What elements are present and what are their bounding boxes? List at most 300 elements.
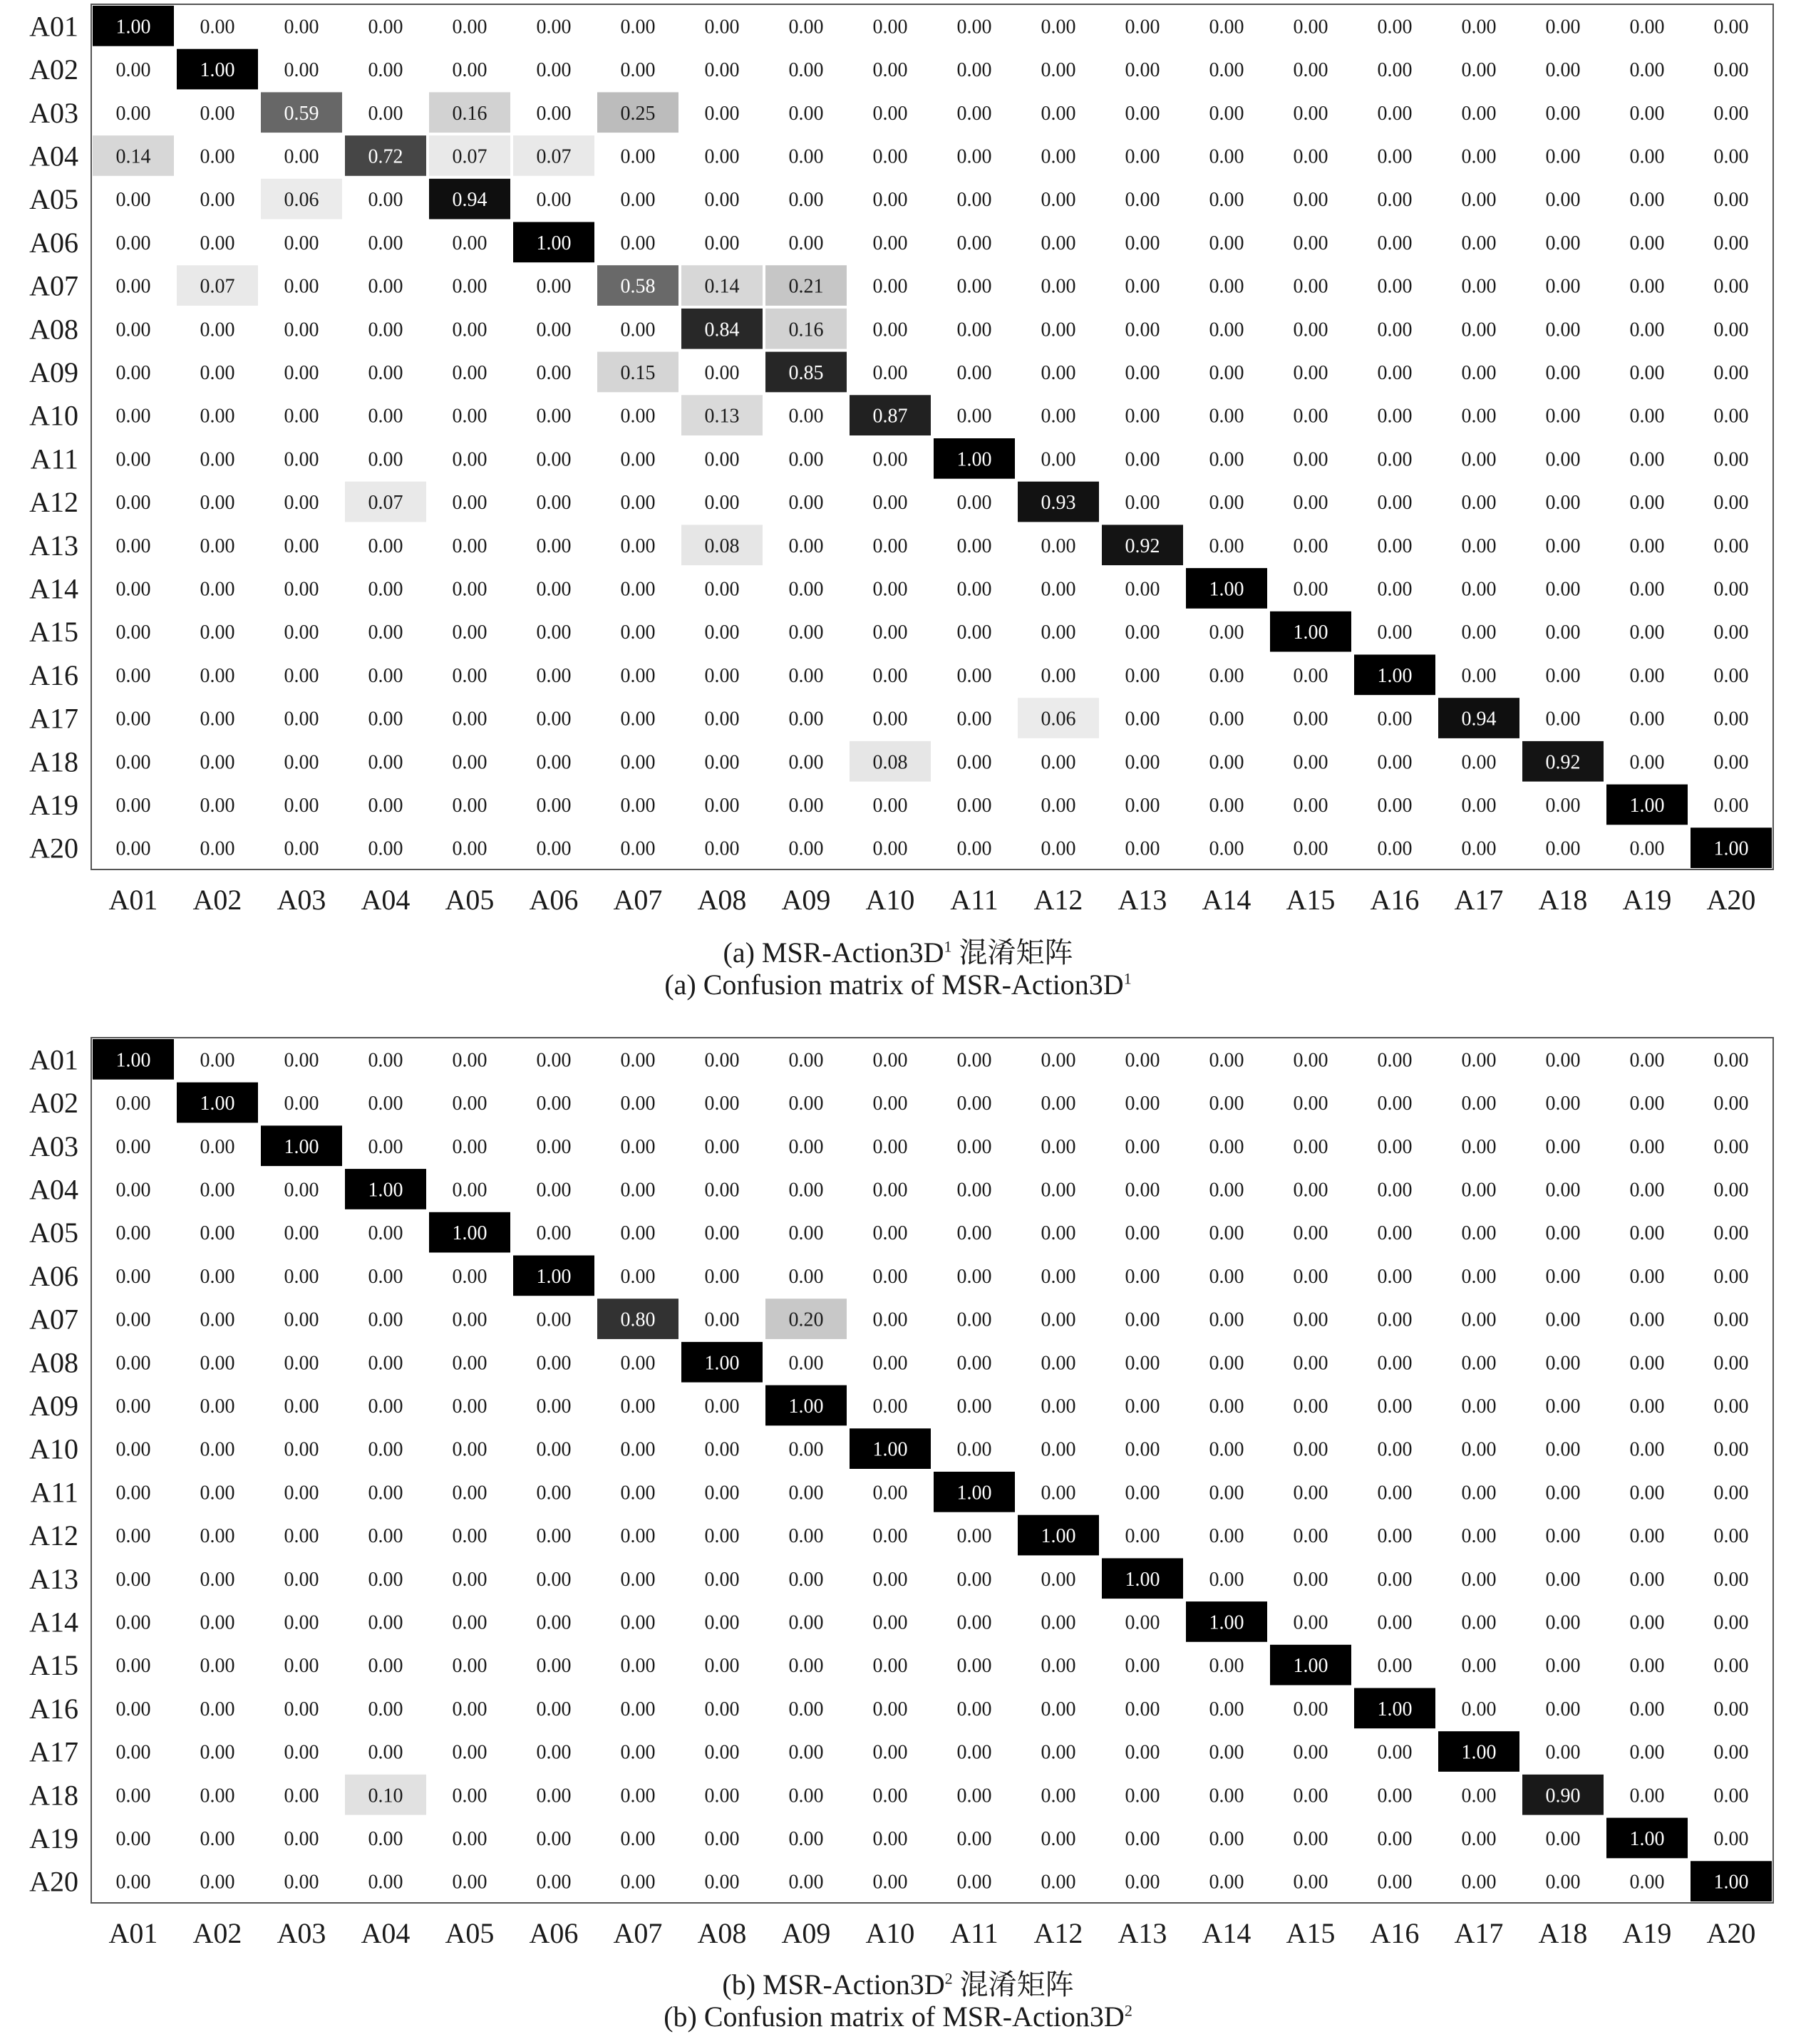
cell-value-label: 0.00 bbox=[788, 621, 824, 644]
cell-value-label: 0.00 bbox=[872, 448, 908, 471]
cell-value-label: 0.00 bbox=[536, 275, 572, 298]
cell-value-label: 0.00 bbox=[284, 145, 319, 168]
cell-value-label: 0.00 bbox=[788, 492, 824, 515]
cell-value-label: 0.00 bbox=[1209, 275, 1244, 298]
cell-value-label: 0.00 bbox=[536, 794, 572, 817]
cell-value-label: 0.00 bbox=[536, 1871, 572, 1894]
cell-value-label: 0.00 bbox=[1125, 1525, 1160, 1548]
cell-value-label: 0.00 bbox=[1377, 578, 1413, 601]
cell-value-label: 0.00 bbox=[1545, 794, 1581, 817]
cell-value-label: 0.00 bbox=[956, 837, 992, 860]
cell-value-label: 0.00 bbox=[200, 1222, 235, 1245]
cell-value-label: 1.00 bbox=[536, 232, 572, 254]
cell-value-label: 0.00 bbox=[1461, 1395, 1497, 1418]
cell-value-label: 0.00 bbox=[115, 1611, 151, 1634]
cell-value-label: 0.00 bbox=[1461, 319, 1497, 341]
cell-value-label: 0.00 bbox=[1041, 1827, 1076, 1850]
cell-value-label: 0.00 bbox=[1041, 319, 1076, 341]
column-tick-label: A07 bbox=[613, 884, 663, 916]
cell-value-label: 0.00 bbox=[704, 102, 740, 125]
cell-value-label: 0.00 bbox=[704, 1179, 740, 1202]
cell-value-label: 0.00 bbox=[1041, 1179, 1076, 1202]
cell-value-label: 0.00 bbox=[1209, 232, 1244, 254]
cell-value-label: 0.00 bbox=[1125, 578, 1160, 601]
cell-value-label: 0.00 bbox=[1545, 1438, 1581, 1461]
cell-value-label: 0.00 bbox=[200, 361, 235, 384]
cell-value-label: 0.00 bbox=[1713, 1135, 1749, 1158]
cell-value-label: 0.00 bbox=[1041, 1265, 1076, 1288]
cell-value-label: 0.00 bbox=[1629, 1049, 1665, 1072]
cell-value-label: 0.00 bbox=[956, 145, 992, 168]
column-tick-label: A04 bbox=[361, 1917, 411, 1949]
cell-value-label: 0.00 bbox=[1713, 1093, 1749, 1115]
cell-value-label: 0.00 bbox=[452, 1482, 487, 1504]
cell-value-label: 0.00 bbox=[368, 708, 403, 731]
cell-value-label: 0.00 bbox=[1041, 1049, 1076, 1072]
cell-value-label: 0.00 bbox=[115, 319, 151, 341]
cell-value-label: 0.00 bbox=[1125, 664, 1160, 687]
row-tick-label: A13 bbox=[29, 529, 78, 562]
cell-value-label: 0.00 bbox=[704, 1827, 740, 1850]
cell-value-label: 0.00 bbox=[1377, 1568, 1413, 1591]
cell-value-label: 0.00 bbox=[620, 1135, 656, 1158]
cell-value-label: 0.00 bbox=[704, 16, 740, 38]
cell-value-label: 0.00 bbox=[1629, 837, 1665, 860]
cell-value-label: 0.00 bbox=[200, 1568, 235, 1591]
cell-value-label: 0.00 bbox=[872, 578, 908, 601]
cell-value-label: 0.00 bbox=[1041, 102, 1076, 125]
cell-value-label: 0.00 bbox=[452, 621, 487, 644]
cell-value-label: 0.00 bbox=[200, 664, 235, 687]
cell-value-label: 0.00 bbox=[1545, 578, 1581, 601]
cell-value-label: 0.87 bbox=[872, 405, 908, 428]
cell-value-label: 0.00 bbox=[200, 1482, 235, 1504]
cell-value-label: 0.00 bbox=[284, 275, 319, 298]
cell-value-label: 0.00 bbox=[115, 1179, 151, 1202]
cell-value-label: 0.00 bbox=[1713, 794, 1749, 817]
column-tick-label: A07 bbox=[613, 1917, 663, 1949]
cell-value-label: 0.00 bbox=[1461, 1827, 1497, 1850]
cell-value-label: 0.00 bbox=[115, 102, 151, 125]
cell-value-label: 0.00 bbox=[788, 232, 824, 254]
cell-value-label: 0.00 bbox=[115, 708, 151, 731]
cell-value-label: 0.00 bbox=[1629, 1525, 1665, 1548]
cell-value-label: 0.00 bbox=[1293, 1093, 1328, 1115]
cell-value-label: 0.00 bbox=[872, 1785, 908, 1807]
cell-value-label: 0.00 bbox=[1461, 664, 1497, 687]
cell-value-label: 0.00 bbox=[620, 1093, 656, 1115]
cell-value-label: 0.00 bbox=[1209, 102, 1244, 125]
cell-value-label: 0.00 bbox=[956, 535, 992, 557]
cell-value-label: 0.00 bbox=[1377, 189, 1413, 212]
cell-value-label: 0.00 bbox=[368, 1482, 403, 1504]
row-tick-label: A11 bbox=[30, 1476, 78, 1509]
cell-value-label: 0.00 bbox=[1041, 794, 1076, 817]
cell-value-label: 0.00 bbox=[1461, 492, 1497, 515]
cell-value-label: 0.00 bbox=[872, 1093, 908, 1115]
cell-value-label: 0.25 bbox=[620, 102, 656, 125]
cell-value-label: 0.00 bbox=[1713, 664, 1749, 687]
cell-value-label: 0.00 bbox=[1545, 1093, 1581, 1115]
cell-value-label: 0.00 bbox=[115, 1698, 151, 1720]
cell-value-label: 0.00 bbox=[956, 1438, 992, 1461]
column-tick-label: A20 bbox=[1706, 884, 1756, 916]
cell-value-label: 0.00 bbox=[788, 1655, 824, 1678]
cell-value-label: 0.00 bbox=[1377, 837, 1413, 860]
cell-value-label: 0.00 bbox=[368, 275, 403, 298]
cell-value-label: 0.00 bbox=[1461, 1482, 1497, 1504]
cell-value-label: 0.00 bbox=[536, 535, 572, 557]
cell-value-label: 0.00 bbox=[620, 448, 656, 471]
cell-value-label: 0.00 bbox=[200, 1049, 235, 1072]
cell-value-label: 0.00 bbox=[788, 751, 824, 774]
cell-value-label: 0.00 bbox=[1293, 1179, 1328, 1202]
cell-value-label: 0.00 bbox=[1293, 1309, 1328, 1331]
cell-value-label: 0.00 bbox=[1713, 535, 1749, 557]
row-tick-label: A01 bbox=[29, 10, 78, 43]
cell-value-label: 0.00 bbox=[284, 751, 319, 774]
cell-value-label: 0.00 bbox=[115, 535, 151, 557]
row-tick-label: A10 bbox=[29, 1433, 78, 1465]
column-tick-label: A13 bbox=[1118, 1917, 1167, 1949]
cell-value-label: 0.00 bbox=[200, 794, 235, 817]
row-tick-label: A08 bbox=[29, 1346, 78, 1379]
cell-value-label: 0.00 bbox=[1209, 1352, 1244, 1375]
cell-value-label: 0.00 bbox=[1461, 1568, 1497, 1591]
cell-value-label: 0.00 bbox=[200, 1135, 235, 1158]
cell-value-label: 1.00 bbox=[1629, 1827, 1665, 1850]
cell-value-label: 0.00 bbox=[536, 1611, 572, 1634]
cell-value-label: 0.20 bbox=[788, 1309, 824, 1331]
cell-value-label: 0.00 bbox=[200, 1655, 235, 1678]
cell-value-label: 0.00 bbox=[536, 361, 572, 384]
cell-value-label: 0.00 bbox=[1041, 405, 1076, 428]
cell-value-label: 0.00 bbox=[284, 1827, 319, 1850]
column-tick-label: A18 bbox=[1538, 1917, 1588, 1949]
cell-value-label: 1.00 bbox=[536, 1265, 572, 1288]
cell-value-label: 0.00 bbox=[284, 1352, 319, 1375]
cell-value-label: 0.00 bbox=[1713, 1568, 1749, 1591]
cell-value-label: 0.00 bbox=[1377, 1049, 1413, 1072]
cell-value-label: 0.00 bbox=[115, 189, 151, 212]
cell-value-label: 0.00 bbox=[704, 578, 740, 601]
cell-value-label: 0.00 bbox=[452, 708, 487, 731]
cell-value-label: 0.00 bbox=[1461, 621, 1497, 644]
cell-value-label: 0.00 bbox=[1293, 1438, 1328, 1461]
cell-value-label: 0.00 bbox=[956, 1179, 992, 1202]
cell-value-label: 0.00 bbox=[1461, 1611, 1497, 1634]
cell-value-label: 0.00 bbox=[200, 1395, 235, 1418]
cell-value-label: 1.00 bbox=[115, 16, 151, 38]
cell-value-label: 0.00 bbox=[1545, 621, 1581, 644]
cell-value-label: 0.08 bbox=[704, 535, 740, 557]
cell-value-label: 0.00 bbox=[1545, 1395, 1581, 1418]
cell-value-label: 0.00 bbox=[1461, 1309, 1497, 1331]
cell-value-label: 0.00 bbox=[704, 1785, 740, 1807]
cell-value-label: 0.00 bbox=[704, 794, 740, 817]
cell-value-label: 0.00 bbox=[368, 1135, 403, 1158]
cell-value-label: 0.00 bbox=[620, 232, 656, 254]
cell-value-label: 0.00 bbox=[1713, 448, 1749, 471]
cell-value-label: 0.00 bbox=[284, 232, 319, 254]
cell-value-label: 0.00 bbox=[1293, 232, 1328, 254]
cell-value-label: 0.00 bbox=[1041, 1611, 1076, 1634]
cell-value-label: 0.00 bbox=[1041, 1568, 1076, 1591]
cell-value-label: 0.00 bbox=[1377, 1438, 1413, 1461]
cell-value-label: 0.00 bbox=[1377, 1611, 1413, 1634]
cell-value-label: 0.00 bbox=[1629, 492, 1665, 515]
cell-value-label: 1.00 bbox=[368, 1179, 403, 1202]
cell-value-label: 0.00 bbox=[1713, 1049, 1749, 1072]
cell-value-label: 0.00 bbox=[704, 361, 740, 384]
cell-value-label: 0.84 bbox=[704, 319, 740, 341]
caption-a-chinese-suffix: 混淆矩阵 bbox=[951, 936, 1073, 969]
cell-value-label: 0.00 bbox=[1377, 1222, 1413, 1245]
cell-value-label: 0.00 bbox=[452, 1568, 487, 1591]
cell-value-label: 0.00 bbox=[368, 59, 403, 82]
cell-value-label: 0.00 bbox=[1125, 1655, 1160, 1678]
cell-value-label: 0.00 bbox=[1125, 232, 1160, 254]
cell-value-label: 0.00 bbox=[115, 1438, 151, 1461]
cell-value-label: 0.00 bbox=[1041, 621, 1076, 644]
cell-value-label: 0.00 bbox=[200, 448, 235, 471]
cell-value-label: 0.00 bbox=[788, 1438, 824, 1461]
cell-value-label: 0.00 bbox=[1713, 102, 1749, 125]
cell-value-label: 0.00 bbox=[536, 492, 572, 515]
cell-value-label: 0.00 bbox=[956, 1655, 992, 1678]
row-tick-label: A14 bbox=[29, 572, 78, 605]
cell-value-label: 0.00 bbox=[620, 1179, 656, 1202]
cell-value-label: 0.00 bbox=[956, 492, 992, 515]
caption-a-chinese-sup: 1 bbox=[944, 937, 952, 956]
cell-value-label: 0.00 bbox=[1125, 1785, 1160, 1807]
cell-value-label: 0.94 bbox=[452, 189, 487, 212]
cell-value-label: 0.00 bbox=[788, 405, 824, 428]
cell-value-label: 0.00 bbox=[1293, 1827, 1328, 1850]
cell-value-label: 0.00 bbox=[1377, 59, 1413, 82]
cell-value-label: 0.00 bbox=[1125, 405, 1160, 428]
cell-value-label: 0.00 bbox=[1377, 405, 1413, 428]
cell-value-label: 1.00 bbox=[115, 1049, 151, 1072]
cell-value-label: 0.00 bbox=[872, 232, 908, 254]
cell-value-label: 0.00 bbox=[200, 1611, 235, 1634]
column-tick-label: A08 bbox=[697, 1917, 747, 1949]
cell-value-label: 0.00 bbox=[368, 16, 403, 38]
cell-value-label: 0.00 bbox=[452, 1093, 487, 1115]
cell-value-label: 0.00 bbox=[1629, 102, 1665, 125]
column-tick-label: A02 bbox=[192, 884, 242, 916]
cell-value-label: 0.00 bbox=[1629, 751, 1665, 774]
cell-value-label: 0.00 bbox=[200, 319, 235, 341]
cell-value-label: 0.00 bbox=[1629, 361, 1665, 384]
cell-value-label: 0.00 bbox=[704, 1309, 740, 1331]
cell-value-label: 0.00 bbox=[620, 405, 656, 428]
cell-value-label: 0.00 bbox=[872, 1049, 908, 1072]
row-tick-label: A09 bbox=[29, 356, 78, 388]
cell-value-label: 0.00 bbox=[1041, 145, 1076, 168]
cell-value-label: 0.00 bbox=[115, 1222, 151, 1245]
cell-value-label: 0.10 bbox=[368, 1785, 403, 1807]
cell-value-label: 0.00 bbox=[368, 1827, 403, 1850]
cell-value-label: 0.00 bbox=[115, 492, 151, 515]
cell-value-label: 0.00 bbox=[536, 621, 572, 644]
cell-value-label: 0.00 bbox=[1125, 837, 1160, 860]
cell-value-label: 0.00 bbox=[452, 1525, 487, 1548]
cell-value-label: 0.00 bbox=[1377, 794, 1413, 817]
cell-value-label: 0.00 bbox=[704, 448, 740, 471]
cell-value-label: 0.00 bbox=[115, 232, 151, 254]
cell-value-label: 0.58 bbox=[620, 275, 656, 298]
cell-value-label: 0.00 bbox=[872, 1482, 908, 1504]
cell-value-label: 0.00 bbox=[1125, 1093, 1160, 1115]
column-tick-label: A09 bbox=[781, 884, 831, 916]
cell-value-label: 0.00 bbox=[1209, 1049, 1244, 1072]
cell-value-label: 0.00 bbox=[956, 794, 992, 817]
cell-value-label: 0.00 bbox=[1545, 145, 1581, 168]
cell-value-label: 0.00 bbox=[1545, 664, 1581, 687]
cell-value-label: 0.00 bbox=[1629, 1655, 1665, 1678]
cell-value-label: 0.00 bbox=[1377, 275, 1413, 298]
cell-value-label: 1.00 bbox=[788, 1395, 824, 1418]
cell-value-label: 0.00 bbox=[536, 1482, 572, 1504]
cell-value-label: 0.00 bbox=[620, 837, 656, 860]
cell-value-label: 0.00 bbox=[1041, 232, 1076, 254]
cell-value-label: 0.00 bbox=[368, 405, 403, 428]
cell-value-label: 0.00 bbox=[1713, 1222, 1749, 1245]
cell-value-label: 0.00 bbox=[1461, 794, 1497, 817]
cell-value-label: 0.00 bbox=[1209, 664, 1244, 687]
cell-value-label: 0.00 bbox=[704, 1438, 740, 1461]
cell-value-label: 0.00 bbox=[1125, 189, 1160, 212]
cell-value-label: 0.00 bbox=[536, 837, 572, 860]
cell-value-label: 0.00 bbox=[1377, 1395, 1413, 1418]
cell-value-label: 0.00 bbox=[1209, 1222, 1244, 1245]
cell-value-label: 0.00 bbox=[368, 1222, 403, 1245]
cell-value-label: 0.00 bbox=[872, 1827, 908, 1850]
cell-value-label: 0.00 bbox=[200, 492, 235, 515]
cell-value-label: 1.00 bbox=[1293, 1655, 1328, 1678]
cell-value-label: 0.00 bbox=[1125, 319, 1160, 341]
cell-value-label: 0.00 bbox=[368, 1049, 403, 1072]
column-tick-label: A06 bbox=[529, 884, 579, 916]
cell-value-label: 0.00 bbox=[200, 578, 235, 601]
cell-value-label: 0.00 bbox=[284, 1179, 319, 1202]
cell-value-label: 0.00 bbox=[956, 1222, 992, 1245]
cell-value-label: 1.00 bbox=[1377, 1698, 1413, 1720]
caption-a-english-prefix: (a) Confusion matrix of MSR-Action3D bbox=[664, 969, 1124, 1001]
cell-value-label: 0.00 bbox=[704, 837, 740, 860]
cell-value-label: 0.00 bbox=[536, 1568, 572, 1591]
column-tick-label: A01 bbox=[108, 884, 158, 916]
cell-value-label: 0.00 bbox=[788, 102, 824, 125]
cell-value-label: 0.00 bbox=[368, 837, 403, 860]
cell-value-label: 0.00 bbox=[1545, 1871, 1581, 1894]
row-tick-label: A03 bbox=[29, 96, 78, 129]
cell-value-label: 0.00 bbox=[1125, 1827, 1160, 1850]
cell-value-label: 0.00 bbox=[1461, 751, 1497, 774]
cell-value-label: 0.00 bbox=[115, 1871, 151, 1894]
cell-value-label: 0.00 bbox=[284, 492, 319, 515]
cell-value-label: 0.00 bbox=[956, 232, 992, 254]
cell-value-label: 0.00 bbox=[1377, 1093, 1413, 1115]
cell-value-label: 0.00 bbox=[1293, 275, 1328, 298]
row-tick-label: A08 bbox=[29, 313, 78, 346]
cell-value-label: 0.00 bbox=[788, 1611, 824, 1634]
matrix-frame bbox=[91, 1038, 1773, 1903]
row-tick-label: A06 bbox=[29, 1259, 78, 1292]
cell-value-label: 0.00 bbox=[200, 1785, 235, 1807]
column-tick-label: A17 bbox=[1454, 1917, 1504, 1949]
column-tick-label: A05 bbox=[445, 884, 495, 916]
column-tick-label: A03 bbox=[277, 884, 326, 916]
cell-value-label: 0.00 bbox=[200, 1438, 235, 1461]
cell-value-label: 0.00 bbox=[115, 837, 151, 860]
cell-value-label: 1.00 bbox=[956, 448, 992, 471]
cell-value-label: 0.00 bbox=[200, 837, 235, 860]
cell-value-label: 0.00 bbox=[1293, 664, 1328, 687]
cell-value-label: 0.00 bbox=[452, 1871, 487, 1894]
cell-value-label: 0.00 bbox=[1125, 16, 1160, 38]
cell-value-label: 0.00 bbox=[1125, 492, 1160, 515]
matrix-frame bbox=[91, 4, 1773, 869]
row-tick-label: A17 bbox=[29, 702, 78, 735]
cell-value-label: 0.00 bbox=[1209, 1741, 1244, 1764]
cell-value-label: 0.00 bbox=[1545, 275, 1581, 298]
column-tick-label: A10 bbox=[865, 884, 915, 916]
cell-value-label: 0.07 bbox=[368, 492, 403, 515]
cell-value-label: 0.00 bbox=[1545, 1482, 1581, 1504]
cell-value-label: 0.00 bbox=[1713, 1827, 1749, 1850]
cell-value-label: 0.00 bbox=[536, 1438, 572, 1461]
cell-value-label: 0.00 bbox=[284, 708, 319, 731]
column-tick-label: A01 bbox=[108, 1917, 158, 1949]
cell-value-label: 0.00 bbox=[1293, 751, 1328, 774]
cell-value-label: 0.00 bbox=[452, 448, 487, 471]
cell-value-label: 0.00 bbox=[788, 535, 824, 557]
cell-value-label: 0.00 bbox=[368, 1525, 403, 1548]
cell-value-label: 0.00 bbox=[452, 1698, 487, 1720]
cell-value-label: 0.00 bbox=[1713, 361, 1749, 384]
cell-value-label: 0.00 bbox=[1125, 1698, 1160, 1720]
cell-value-label: 0.00 bbox=[1293, 1265, 1328, 1288]
cell-value-label: 0.00 bbox=[1125, 1179, 1160, 1202]
cell-value-label: 0.00 bbox=[452, 535, 487, 557]
cell-value-label: 0.00 bbox=[956, 1698, 992, 1720]
cell-value-label: 0.00 bbox=[1545, 1741, 1581, 1764]
cell-value-label: 0.00 bbox=[1125, 1265, 1160, 1288]
cell-value-label: 0.00 bbox=[1461, 1871, 1497, 1894]
cell-value-label: 0.00 bbox=[1293, 59, 1328, 82]
cell-value-label: 0.00 bbox=[200, 1179, 235, 1202]
cell-value-label: 0.07 bbox=[200, 275, 235, 298]
cell-value-label: 0.00 bbox=[1041, 1785, 1076, 1807]
cell-value-label: 0.00 bbox=[284, 1655, 319, 1678]
cell-value-label: 0.72 bbox=[368, 145, 403, 168]
cell-value-label: 0.00 bbox=[704, 1222, 740, 1245]
cell-value-label: 0.00 bbox=[1629, 1093, 1665, 1115]
cell-value-label: 0.00 bbox=[368, 1395, 403, 1418]
cell-value-label: 0.00 bbox=[1629, 145, 1665, 168]
cell-value-label: 0.00 bbox=[956, 1568, 992, 1591]
cell-value-label: 0.00 bbox=[536, 1135, 572, 1158]
cell-value-label: 0.00 bbox=[1629, 232, 1665, 254]
cell-value-label: 0.00 bbox=[956, 1395, 992, 1418]
cell-value-label: 0.00 bbox=[452, 405, 487, 428]
cell-value-label: 0.00 bbox=[452, 1438, 487, 1461]
cell-value-label: 1.00 bbox=[956, 1482, 992, 1504]
cell-value-label: 0.00 bbox=[1209, 59, 1244, 82]
cell-value-label: 0.00 bbox=[1545, 535, 1581, 557]
